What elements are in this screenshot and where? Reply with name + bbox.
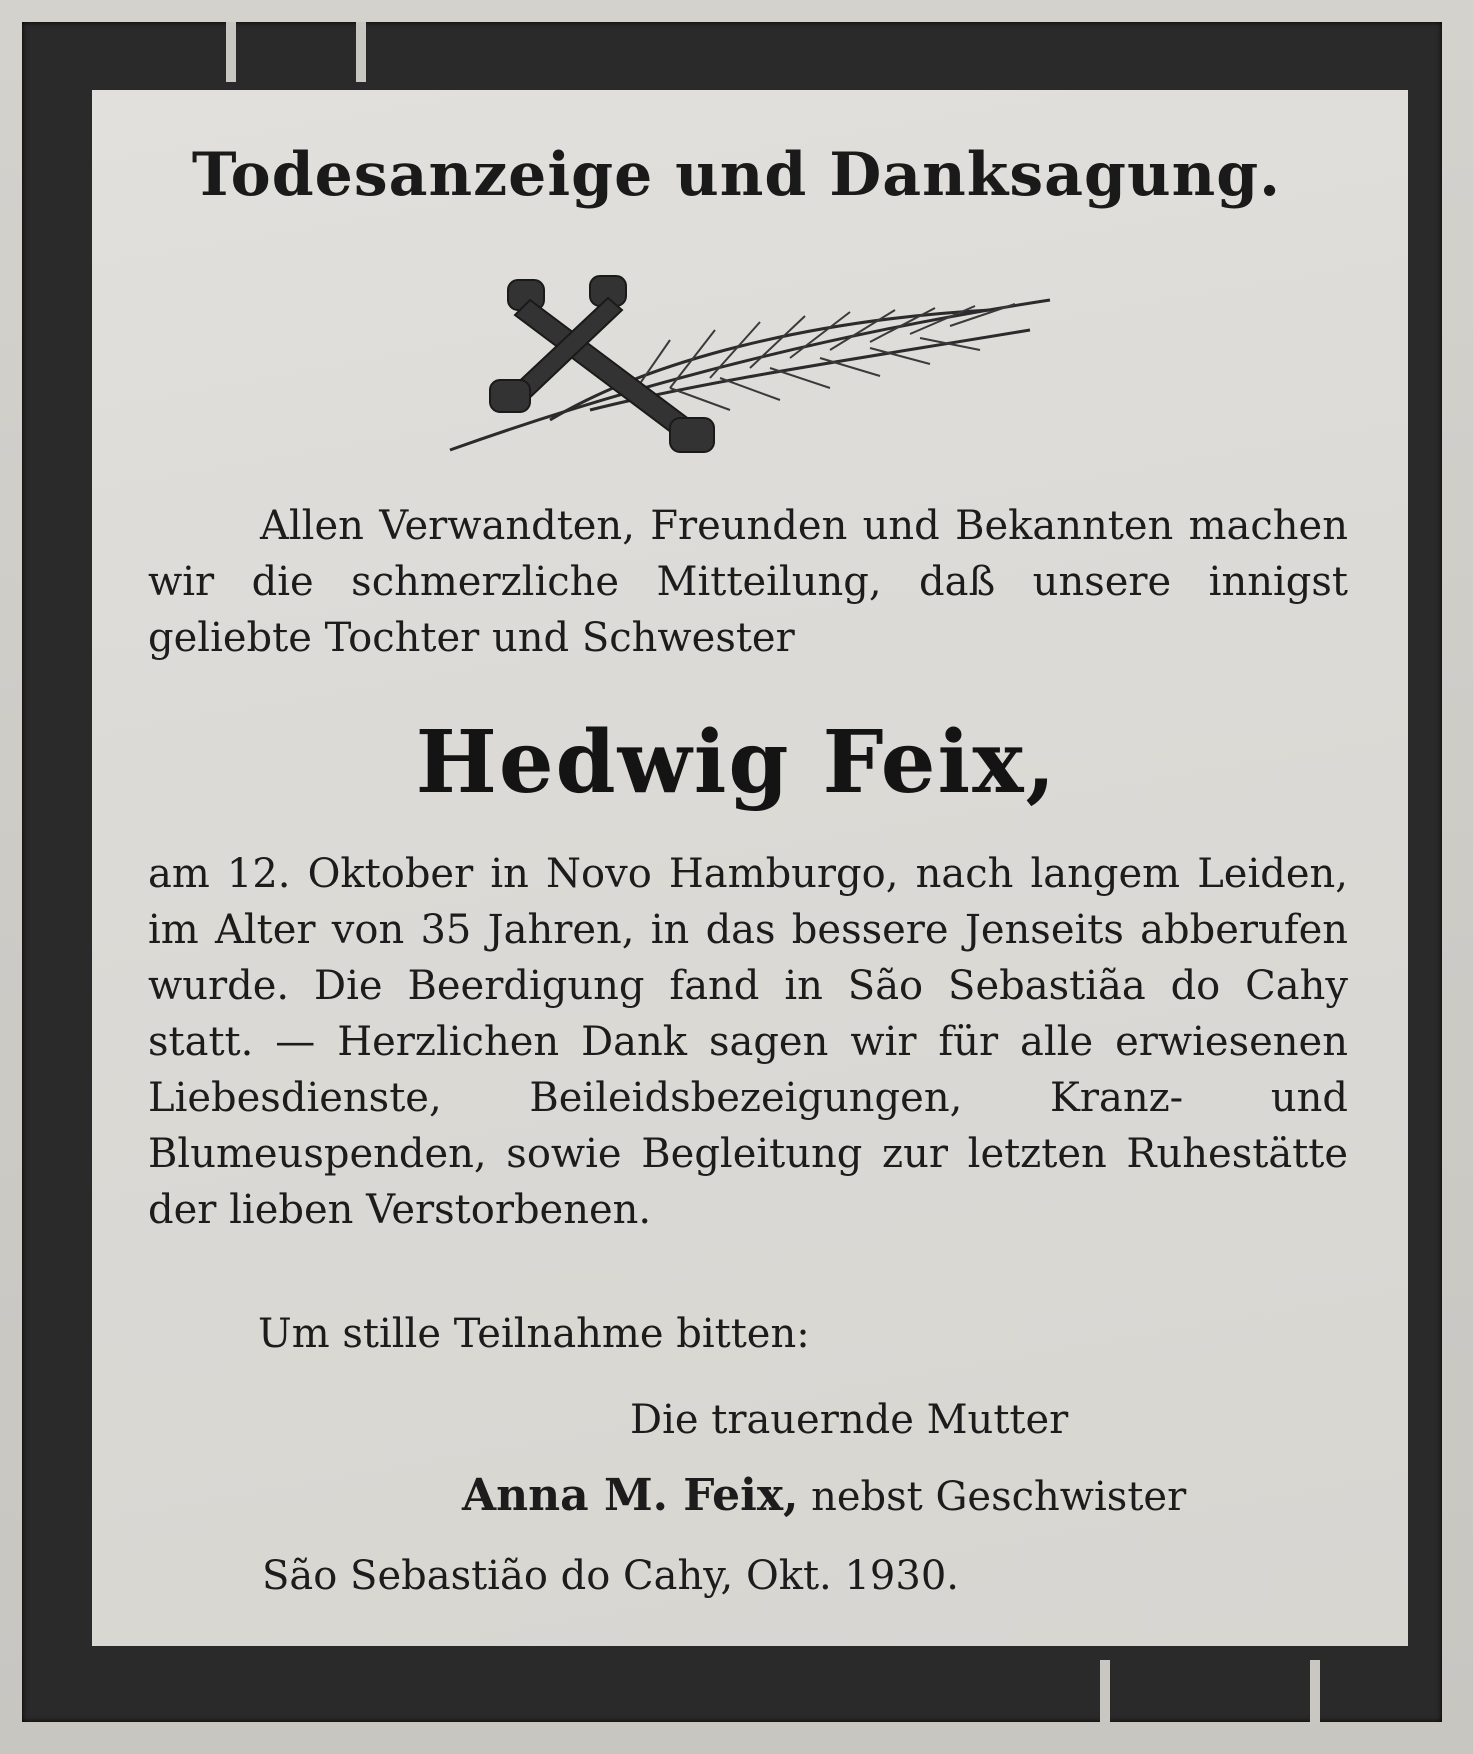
signatory — [462, 1468, 1186, 1525]
notice-title: Todesanzeige und Danksagung. — [191, 140, 1282, 210]
border-break-bottom-2 — [1310, 1660, 1320, 1722]
deceased-name: Hedwig Feix, — [415, 712, 1058, 813]
border-break-top-2 — [356, 22, 366, 82]
closing-line: Um stille Teilnahme bitten: — [258, 1311, 810, 1357]
mourner-line: Die trauernde Mutter — [630, 1397, 1069, 1443]
intro-paragraph: Allen Verwandten, Freunden und Bekannten machen wir die schmerzliche Mitteilung, daß unsere innigst geliebte Tochter und Schwester — [148, 503, 1348, 661]
signatory-suffix: nebst Geschwister — [798, 1474, 1187, 1520]
border-break-top-1 — [226, 22, 236, 82]
body-paragraph: am 12. Oktober in Novo Hamburgo, nach langem Leiden, im Alter von 35 Jahren, in das bessere Jenseits abberufen wurde. Die Beerdigung fand in São Sebastiãa do Cahy statt. — Herzlichen Dank sagen wir für alle erwiesenen Liebesdienste, Beileidsbezeigungen, Kranz- und Blumeuspenden, sowie Begleitung zur letzten Ruhestätte der lieben Verstorbenen. — [148, 851, 1348, 1233]
place-date: São Sebastião do Cahy, Okt. 1930. — [262, 1553, 959, 1599]
signatory-name: Anna M. Feix, — [462, 1470, 799, 1521]
cross-palm-branch-icon — [430, 270, 1070, 470]
border-break-bottom-1 — [1100, 1660, 1110, 1722]
